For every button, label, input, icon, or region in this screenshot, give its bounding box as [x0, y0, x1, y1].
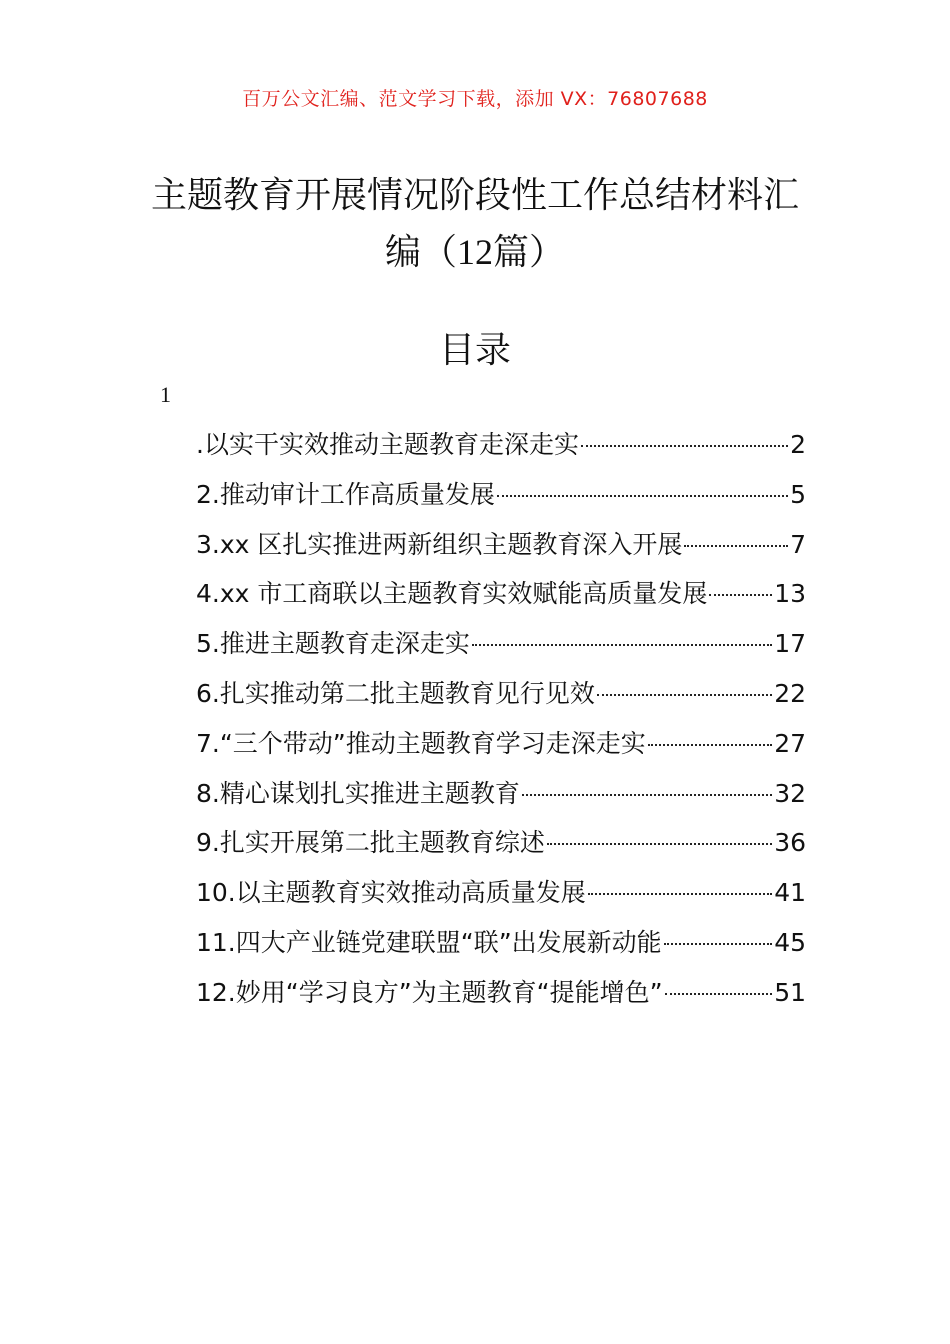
toc-entry[interactable] [196, 769, 806, 819]
toc-entry[interactable] [196, 669, 806, 719]
toc-entry[interactable] [196, 918, 806, 968]
toc-entry[interactable] [196, 420, 806, 470]
toc-leader-dots [547, 843, 772, 845]
document-title [150, 168, 800, 281]
toc-leader-dots [648, 744, 772, 746]
toc-entry[interactable] [196, 520, 806, 570]
title-article-count: 12 [457, 232, 493, 272]
toc-entry-title: 10.以主题教育实效推动高质量发展 [196, 878, 586, 908]
toc-entry-page: 2 [790, 430, 806, 459]
toc-entry-title: 12.妙用“学习良方”为主题教育“提能增色” [196, 977, 663, 1007]
toc-entry-page: 36 [774, 828, 806, 858]
toc-entry[interactable] [196, 569, 806, 619]
toc-entry-title: 5.推进主题教育走深走实 [196, 629, 470, 659]
toc-entry-title: 9.扎实开展第二批主题教育综述 [196, 828, 545, 858]
toc-entry-title: .以实干实效推动主题教育走深走实 [196, 430, 579, 459]
toc-entry-page: 7 [790, 529, 806, 559]
toc-entry-page: 5 [790, 479, 806, 509]
toc-leader-dots [597, 694, 772, 696]
toc-leader-dots [684, 545, 788, 547]
toc-entry-page: 32 [774, 778, 806, 808]
toc-entry-page: 27 [774, 728, 806, 758]
title-line-2-suffix: 篇） [493, 232, 566, 273]
toc-entry-page: 22 [774, 678, 806, 708]
toc-entry-title: 7.“三个带动”推动主题教育学习走深走实 [196, 728, 646, 758]
toc-entry-title: 3.xx 区扎实推进两新组织主题教育深入开展 [196, 529, 683, 559]
toc-entry[interactable] [196, 968, 806, 1018]
header-promo-note: 百万公文汇编、范文学习下载，添加 VX：76807688 [242, 88, 708, 110]
toc-entry[interactable] [196, 868, 806, 918]
toc-leader-dots [522, 794, 772, 796]
toc-entry-page: 45 [774, 927, 806, 957]
toc-heading: 目录 [438, 330, 511, 371]
toc-entry-page: 41 [774, 878, 806, 908]
toc-entry-page: 51 [774, 977, 806, 1007]
toc-entry-title: 6.扎实推动第二批主题教育见行见效 [196, 678, 595, 708]
toc-leader-dots [497, 495, 788, 497]
document-title-line-1: 主题教育开展情况阶段性工作总结材料汇 [150, 175, 799, 216]
toc-entry[interactable] [196, 818, 806, 868]
toc-leader-dots [588, 893, 772, 895]
toc-leader-dots [709, 594, 772, 596]
toc-leader-dots [472, 644, 772, 646]
toc-leader-dots [665, 993, 773, 995]
toc-entry[interactable] [196, 619, 806, 669]
toc-leader-dots [581, 445, 788, 447]
document-title-line-2 [150, 224, 800, 281]
page-marker: 1 [160, 382, 171, 407]
toc-entry-title: 11.四大产业链党建联盟“联”出发展新动能 [196, 927, 662, 957]
toc-entry-title: 4.xx 市工商联以主题教育实效赋能高质量发展 [196, 579, 708, 609]
toc-entry-title: 2.推动审计工作高质量发展 [196, 479, 495, 509]
toc-entry[interactable] [196, 719, 806, 769]
toc-entry-title: 8.精心谋划扎实推进主题教育 [196, 778, 520, 808]
toc-entry[interactable] [196, 470, 806, 520]
title-line-2-prefix: 编（ [384, 232, 457, 273]
toc-entry-page: 17 [774, 629, 806, 659]
toc-leader-dots [664, 943, 773, 945]
toc-entry-page: 13 [774, 579, 806, 609]
toc-list [196, 420, 806, 1018]
